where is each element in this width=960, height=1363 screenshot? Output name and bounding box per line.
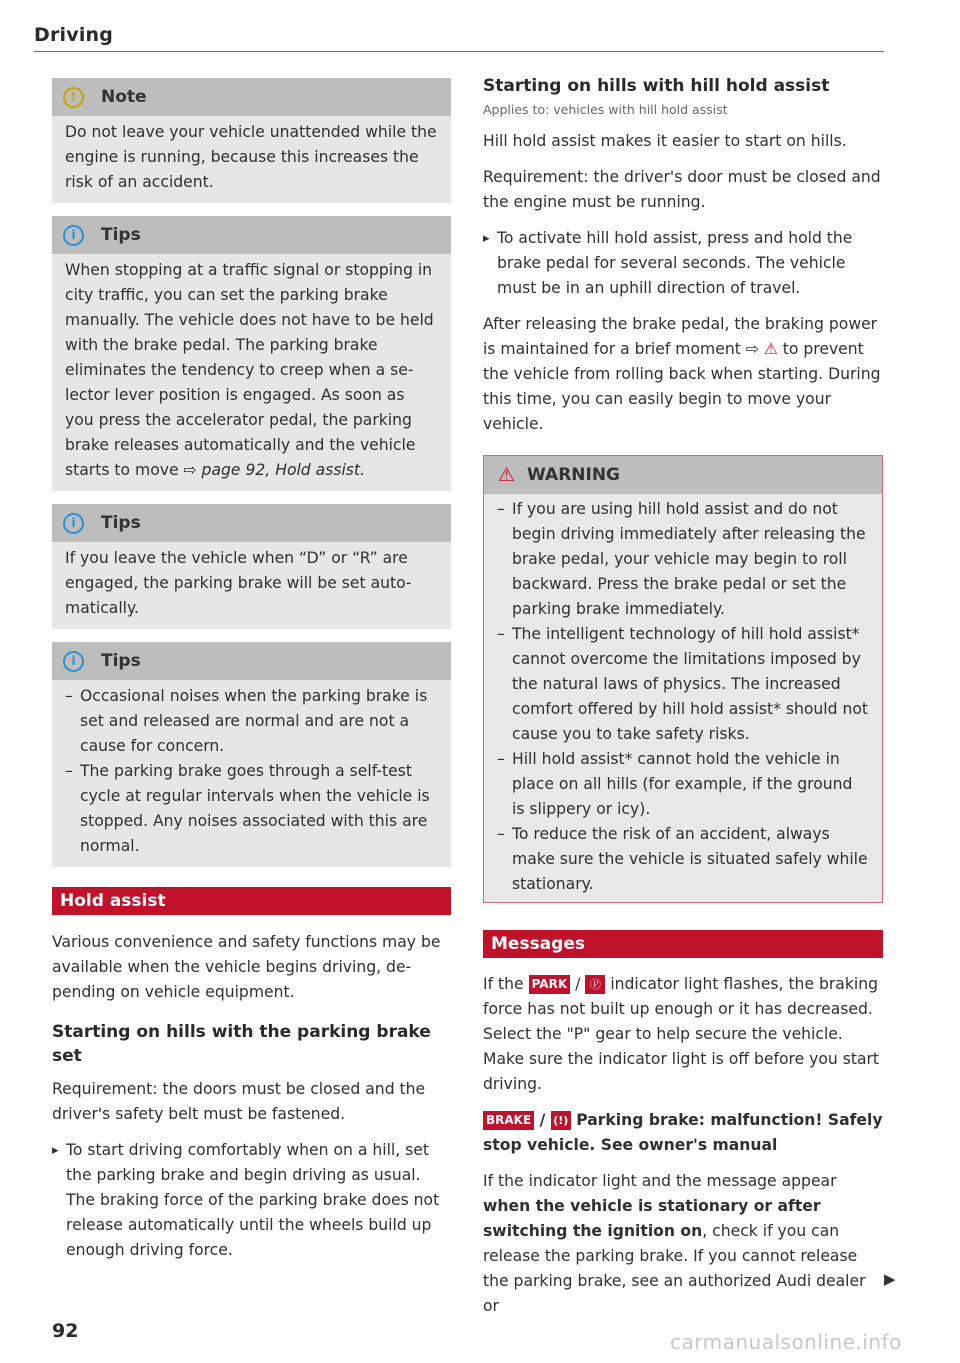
tips-header-2 [52,504,451,542]
list-item: – Hill hold assist* cannot hold the vehicle in place on all hills (for example, if the ground is slippery or icy). [497,747,869,822]
tips-box-1 [52,216,451,491]
info-icon: i [63,513,84,534]
list-item: – Occasional noises when the parking brake is set and released are normal and are not a cause for concern. [65,684,438,759]
list-item: – To reduce the risk of an accident, always make sure the vehicle is situated safely while stationary. [497,822,869,897]
hill-hold-requirement: Requirement: the driver's door must be closed and the engine must be running. [483,168,881,211]
note-icon: ! [63,87,84,108]
hill-hold-after-2: to prevent the vehicle from rolling back when starting. During this time, you can easily begin to move your vehicle. [483,340,881,433]
hold-assist-intro: Various convenience and safety functions may be available when the vehicle begins driving, depending on vehicle equipment. [52,933,441,1001]
warning-icon: ⚠ [498,464,516,486]
next-page-arrow-icon[interactable]: ▶ [884,1270,896,1288]
brake-fault-indicator-icon: (!) [551,1111,571,1130]
malfunction-message-title: Parking brake: malfunction! Safely stop vehicle. See owner's manual [483,1111,883,1154]
brake-indicator-icon: BRAKE [483,1111,534,1130]
malfunction-text-b: , check if you can release the parking brake. If you cannot release the parking brake, see an authorized Audi dealer or [483,1222,866,1315]
slash: / [539,1111,546,1129]
parking-brake-requirement: Requirement: the doors must be closed and the driver's safety belt must be fastened. [52,1080,426,1123]
tips-title-1: Tips [101,225,141,245]
info-icon: i [63,651,84,672]
watermark: carmanualsonline.info [670,1330,902,1354]
warning-box [483,455,883,903]
malfunction-text-a: If the indicator light and the message appear [483,1172,837,1190]
hill-hold-after-1: After releasing the brake pedal, the braking power is maintained for a brief moment ⇨ [483,315,878,358]
messages-indicator-text [483,972,883,1097]
messages-text-b: indicator light flashes, the braking force has not built up enough or it has decreased. Select the "P" gear to help secure the vehicle. Make sure the indicator light is off before you start driving. [483,975,880,1093]
tips-title-3: Tips [101,651,141,671]
parking-brake-indicator-icon: Ⓟ [585,975,605,994]
list-item: – The parking brake goes through a self-test cycle at regular intervals when the vehicle is stopped. Any noises associated with this are normal. [65,759,438,859]
tips-header-3 [52,642,451,680]
tips-header-1 [52,216,451,254]
park-indicator-icon: PARK [529,975,571,994]
page-number: 92 [52,1320,79,1342]
hill-hold-heading: Starting on hills with hill hold assist [483,76,830,96]
warning-triangle-icon[interactable]: ⚠ [763,340,778,358]
messages-text-a: If the [483,975,524,993]
hold-assist-heading: Hold assist [52,887,451,915]
list-item: – If you are using hill hold assist and do not begin driving immediately after releasing the brake pedal, your vehicle may begin to roll backward. Press the brake pedal or set the parking brake immediately. [497,497,869,622]
tips-box-2 [52,504,451,629]
note-box [52,78,451,203]
tips-box-3 [52,642,451,867]
info-icon: i [63,225,84,246]
section-title: Driving [34,24,114,46]
note-title: Note [101,87,147,107]
right-column [483,74,883,1319]
malfunction-text-bold: when the vehicle is stationary or after switching the ignition on [483,1197,821,1240]
parking-brake-step: ▸ To start driving comfortably when on a hill, set the parking brake and begin driving as usual. The braking force of the parking brake does not release automatically until the wheels build up enough driving force. [52,1138,451,1263]
hill-hold-after [483,312,883,437]
left-column [52,78,451,1263]
parking-brake-hill-heading: Starting on hills with the parking brake set [52,1022,431,1066]
warning-title: WARNING [527,465,621,485]
note-text: Do not leave your vehicle unattended while the engine is running, because this increases the risk of an accident. [65,123,437,191]
hill-hold-step: ▸ To activate hill hold assist, press and hold the brake pedal for several seconds. The vehicle must be in an uphill direction of travel. [483,226,883,301]
malfunction-text [483,1169,883,1319]
note-header [52,78,451,116]
tips-text-1 [52,254,451,491]
hill-hold-intro: Hill hold assist makes it easier to start on hills. [483,132,847,150]
page-reference-link[interactable]: ⇨ page 92, Hold assist. [183,461,365,479]
tips-title-2: Tips [101,513,141,533]
warning-list [484,494,882,902]
malfunction-message [483,1108,883,1158]
messages-heading: Messages [483,930,883,958]
list-item: – The intelligent technology of hill hold assist* cannot overcome the limitations imposed by the natural laws of physics. The increased comfort offered by hill hold assist* should not cause you to take safety risks. [497,622,869,747]
warning-header [484,456,882,494]
header-rule [34,51,884,52]
slash: / [575,975,581,993]
tips-text-2: If you leave the vehicle when “D” or “R” are engaged, the parking brake will be set automatically. [65,549,412,617]
applies-to-note: Applies to: vehicles with hill hold assist [483,102,728,117]
tips-list [52,680,451,867]
tips-text-1-body: When stopping at a traffic signal or stopping in city traffic, you can set the parking brake manually. The vehicle does not have to be held with the brake pedal. The parking brake eliminates the tendency to creep when a selector lever position is engaged. As soon as you press the accelerator pedal, the parking brake releases automatically and the vehicle starts to move [65,261,434,479]
